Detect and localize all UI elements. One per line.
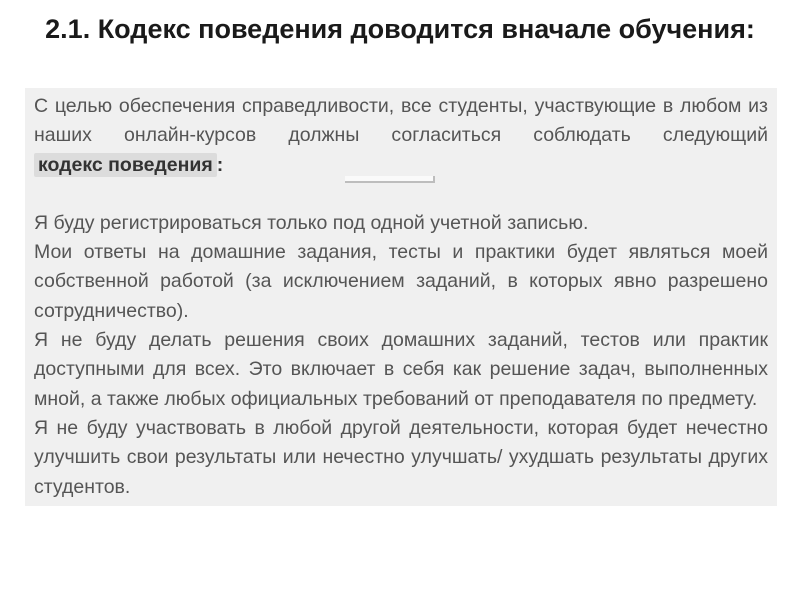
intro-paragraph [34,92,768,180]
rule-item: Я не буду участвовать в любой другой деятельности, которая будет нечестно улучшить свои результаты или нечестно улучшать/ ухудшать результаты других студентов. [34,416,768,498]
spacer [34,180,768,209]
code-of-conduct-highlight: кодекс поведения [34,153,217,177]
highlight-underline-decoration [345,176,435,183]
rule-item: Я буду регистрироваться только под одной учетной записью. [34,211,589,234]
code-of-conduct-screenshot [25,88,777,506]
intro-text: С целью обеспечения справедливости, все студенты, участвующие в любом из наших онлайн-курсов должны согласиться соблюдать следующий [34,95,768,147]
intro-colon: : [216,153,224,176]
slide-title: 2.1. Кодекс поведения доводится вначале обучения: [45,14,755,44]
rule-item: Я не буду делать решения своих домашних заданий, тестов или практик доступными для всех. Это включает в себя как решение задач, выполненных мной, а также любых официальных требований от преподавателя по предмету. [34,329,768,410]
rule-item: Мои ответы на домашние задания, тесты и практики будет являться моей собственной работой (за исключением заданий, в которых явно разрешено сотрудничество). [34,241,768,322]
